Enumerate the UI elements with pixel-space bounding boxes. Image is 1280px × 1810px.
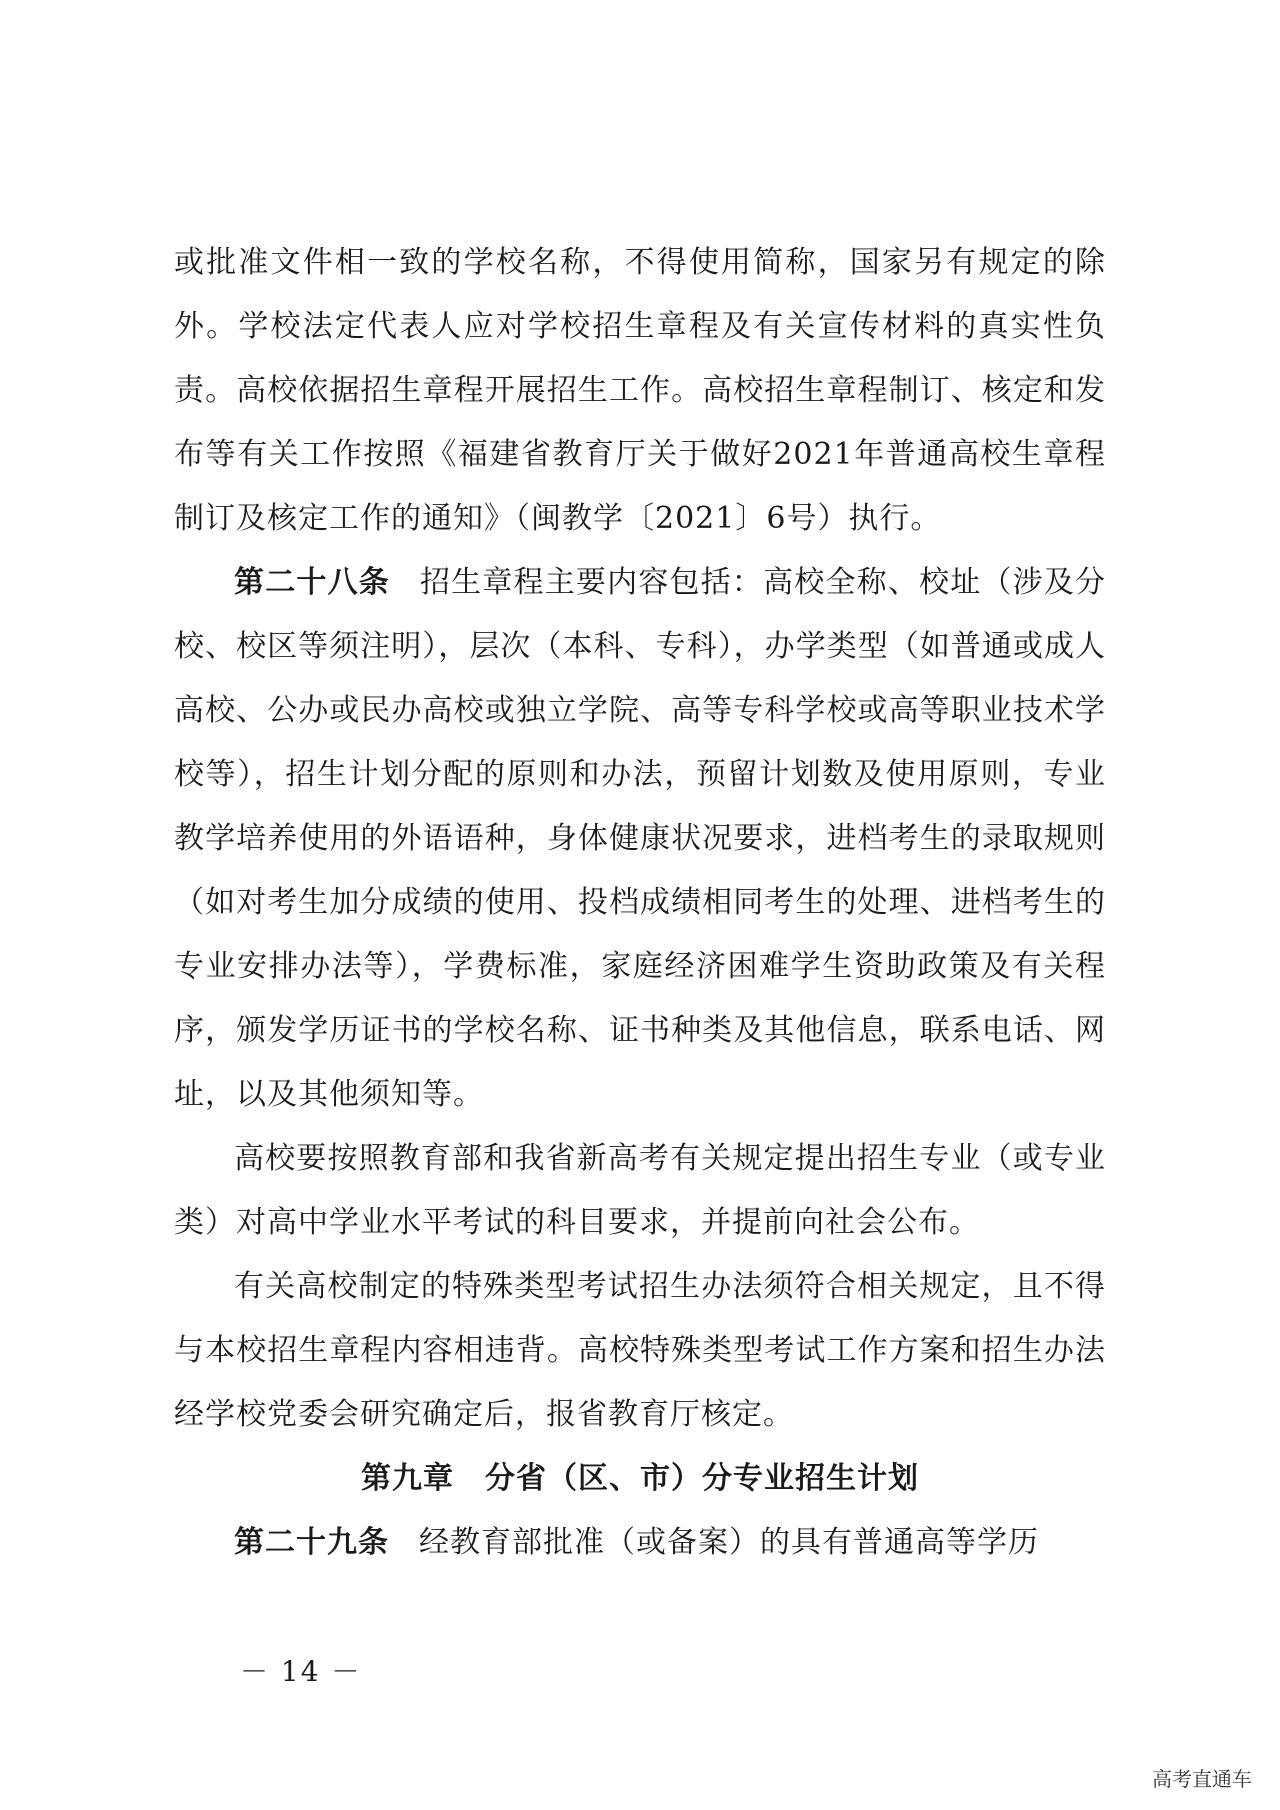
paragraph-text: 招生章程主要内容包括：高校全称、校址（涉及分校、校区等须注明），层次（本科、专科），办学类型（如普通或成人高校、公办或民办高校或独立学院、高等专科学校或高等职业技术学校等），招生计划分配的原则和办法，预留计划数及使用原则，专业教学培养使用的外语语种，身体健康状况要求，进档考生的录取规则（如对考生加分成绩的使用、投档成绩相同考生的处理、进档考生的专业安排办法等），学费标准，家庭经济困难学生资助政策及有关程序，颁发学历证书的学校名称、证书种类及其他信息，联系电话、网址，以及其他须知等。 (174, 565, 1107, 1112)
paragraph-text: 或批准文件相一致的学校名称，不得使用简称，国家另有规定的除外。学校法定代表人应对学校招生章程及有关宣传材料的真实性负责。高校依据招生章程开展招生工作。高校招生章程制订、核定和发布等有关工作按照《福建省教育厅关于做好2021年普通高校生章程制订及核定工作的通知》（闽教学〔2021〕6号）执行。 (174, 245, 1106, 536)
paragraph-continuation (174, 231, 1106, 551)
subject-requirement-paragraph (174, 1127, 1106, 1255)
article-28-paragraph (174, 551, 1106, 1127)
article-29-paragraph (174, 1511, 1106, 1575)
paragraph-text: 经教育部批准（或备案）的具有普通高等学历 (419, 1525, 1039, 1560)
paragraph-text: 高校要按照教育部和我省新高考有关规定提出招生专业（或专业类）对高中学业水平考试的科目要求，并提前向社会公布。 (174, 1141, 1106, 1240)
chapter-heading: 第九章 分省（区、市）分专业招生计划 (361, 1461, 919, 1496)
page-number: － 14 － (240, 1655, 362, 1688)
special-exam-paragraph (174, 1255, 1106, 1447)
watermark-text: 高考直通车 (1152, 1767, 1252, 1791)
paragraph-text: 有关高校制定的特殊类型考试招生办法须符合相关规定，且不得与本校招生章程内容相违背。高校特殊类型考试工作方案和招生办法经学校党委会研究确定后，报省教育厅核定。 (174, 1269, 1106, 1432)
document-body (174, 231, 1106, 1575)
article-title: 第二十九条 (234, 1525, 389, 1560)
article-title: 第二十八条 (234, 565, 390, 600)
